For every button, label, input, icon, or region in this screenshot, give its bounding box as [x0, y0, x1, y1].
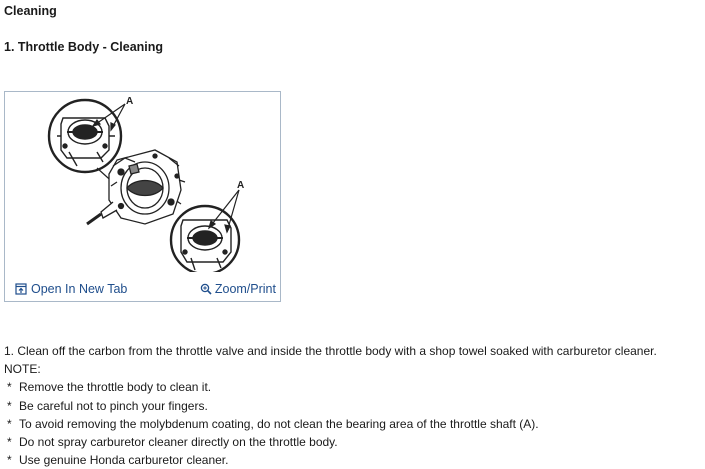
- note-item: [4, 451, 657, 469]
- open-in-new-tab-link[interactable]: [15, 282, 127, 296]
- note-item: [4, 433, 657, 451]
- magnifier-icon: [200, 283, 212, 295]
- bullet-marker: *: [7, 453, 12, 468]
- open-in-new-tab-label: Open In New Tab: [31, 282, 128, 296]
- figure-panel: [4, 91, 281, 302]
- bullet-marker: *: [7, 435, 12, 450]
- open-in-new-tab-icon: [15, 283, 27, 295]
- step-instruction: 1. Clean off the carbon from the throttle valve and inside the throttle body with a shop towel soaked with carburetor cleaner.: [4, 344, 657, 358]
- zoom-print-link[interactable]: [200, 282, 276, 296]
- note-text: Use genuine Honda carburetor cleaner.: [19, 453, 229, 468]
- throttle-body-illustration: [5, 92, 280, 272]
- instructions: [4, 342, 657, 469]
- step-title: 1. Throttle Body - Cleaning: [4, 40, 164, 54]
- note-text: Be careful not to pinch your fingers.: [19, 398, 208, 413]
- note-item: [4, 378, 657, 396]
- note-text: Remove the throttle body to clean it.: [19, 380, 212, 395]
- note-label: NOTE:: [4, 362, 41, 377]
- bullet-marker: *: [7, 398, 12, 413]
- bullet-marker: *: [7, 416, 12, 431]
- note-text: Do not spray carburetor cleaner directly on the throttle body.: [19, 435, 338, 450]
- bullet-marker: *: [7, 380, 12, 395]
- detail-circle-bottom: [171, 206, 239, 272]
- figure-toolbar: [5, 276, 280, 300]
- callout-label-bottom: A: [237, 180, 245, 191]
- section-title: Cleaning: [4, 4, 57, 18]
- note-text: To avoid removing the molybdenum coating, do not clean the bearing area of the throttle shaft (A).: [19, 416, 539, 431]
- zoom-print-label: Zoom/Print: [214, 282, 276, 296]
- note-item: [4, 397, 657, 415]
- note-item: [4, 415, 657, 433]
- detail-circle-top: [49, 100, 121, 172]
- callout-label-top: A: [126, 96, 134, 107]
